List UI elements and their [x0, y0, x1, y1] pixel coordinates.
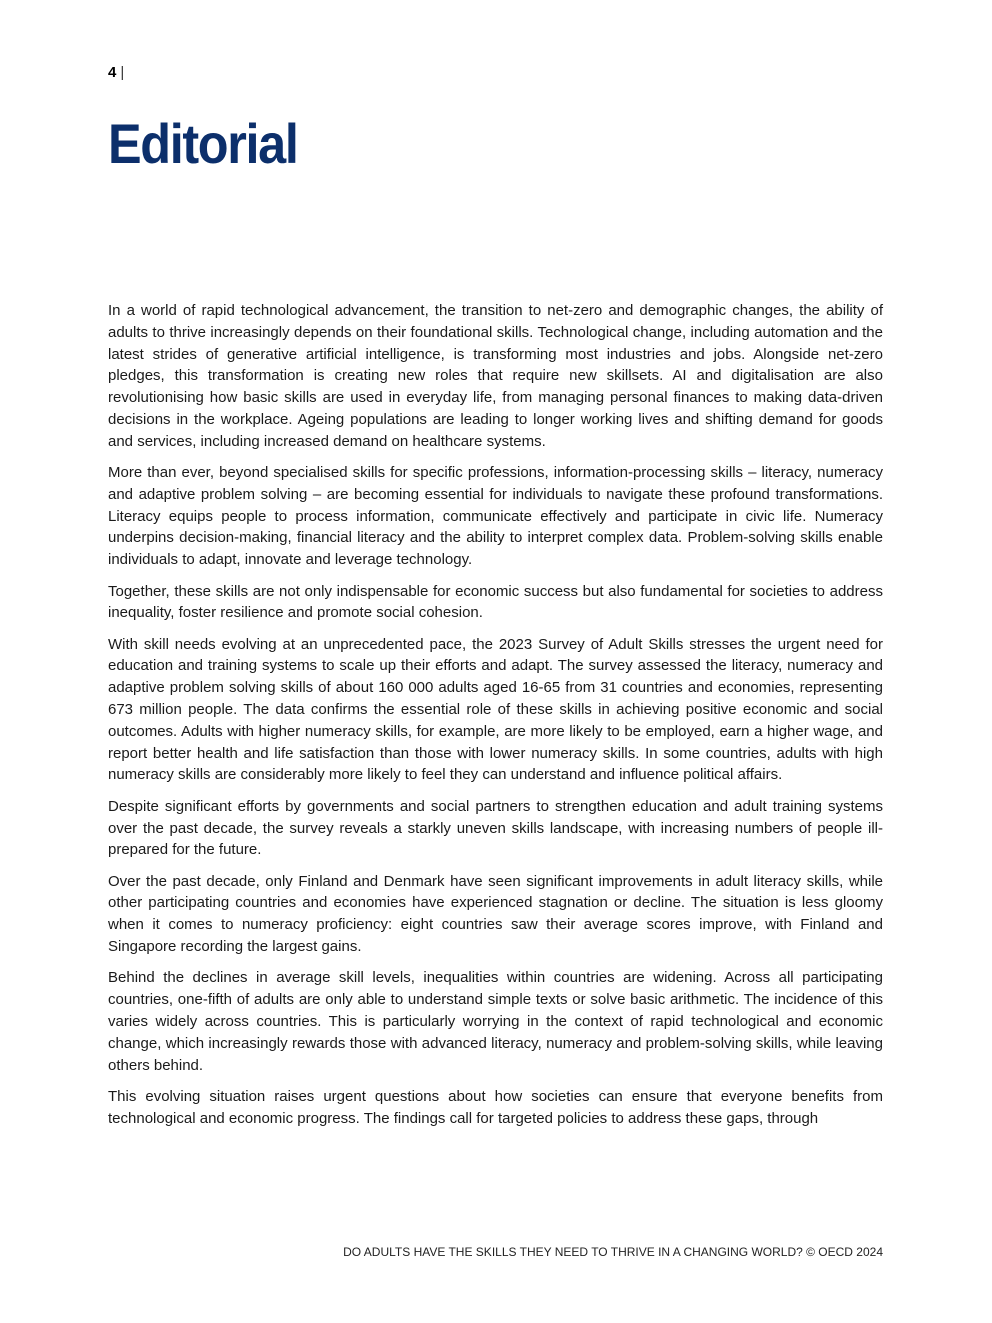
paragraph: In a world of rapid technological advancement, the transition to net-zero and demographic changes, the ability of adults to thrive increasingly depends on their foundational skills. Technological change, including automation and the latest strides of generative artificial intelligence, is transforming most industries and jobs. Alongside net-zero pledges, this transformation is creating new roles that require new skillsets. AI and digitalisation are also revolutionising how basic skills are used in everyday life, from managing personal finances to making data-driven decisions in the workplace. Ageing populations are leading to longer working lives and shifting demand for goods and services, including increased demand on healthcare systems.: [108, 302, 883, 450]
page-number-separator: |: [120, 64, 125, 81]
paragraph: Behind the declines in average skill levels, inequalities within countries are widening. Across all participating countries, one-fifth of adults are only able to understand simple texts or solve basic arithmetic. The incidence of this varies widely across countries. This is particularly worrying in the context of rapid technological and economic change, which increasingly rewards those with advanced literacy, numeracy and problem-solving skills, while leaving others behind.: [108, 969, 883, 1074]
page-number-value: 4: [108, 64, 117, 81]
paragraph: Over the past decade, only Finland and Denmark have seen significant improvements in adult literacy skills, while other participating countries and economies have experienced stagnation or decline. The situation is less gloomy when it comes to numeracy proficiency: eight countries saw their average scores improve, with Finland and Singapore recording the largest gains.: [108, 872, 883, 956]
editorial-body: [108, 300, 883, 1139]
page-title: Editorial: [108, 112, 298, 175]
paragraph: This evolving situation raises urgent questions about how societies can ensure that everyone benefits from technological and economic progress. The findings call for targeted policies to address these gaps, through: [108, 1087, 883, 1127]
paragraph: Together, these skills are not only indispensable for economic success but also fundamental for societies to address inequality, foster resilience and promote social cohesion.: [108, 582, 883, 622]
paragraph: More than ever, beyond specialised skills for specific professions, information-processing skills – literacy, numeracy and adaptive problem solving – are becoming essential for individuals to navigate these profound transformations. Literacy equips people to process information, communicate effectively and participate in civic life. Numeracy underpins decision-making, financial literacy and the ability to interpret complex data. Problem-solving skills enable individuals to adapt, innovate and leverage technology.: [108, 464, 883, 569]
paragraph: With skill needs evolving at an unprecedented pace, the 2023 Survey of Adult Skills stresses the urgent need for education and training systems to scale up their efforts and adapt. The survey assessed the literacy, numeracy and adaptive problem solving skills of about 160 000 adults aged 16-65 from 31 countries and economies, representing 673 million people. The data confirms the essential role of these skills in achieving positive economic and social outcomes. Adults with higher numeracy skills, for example, are more likely to be employed, earn a higher wage, and report better health and life satisfaction than those with lower numeracy skills. In some countries, adults with high numeracy skills are considerably more likely to feel they can understand and influence political affairs.: [108, 635, 883, 784]
page-number: [108, 63, 124, 83]
paragraph: Despite significant efforts by governments and social partners to strengthen education and adult training systems over the past decade, the survey reveals a starkly uneven skills landscape, with increasing numbers of people ill-prepared for the future.: [108, 797, 883, 859]
page-footer: DO ADULTS HAVE THE SKILLS THEY NEED TO THRIVE IN A CHANGING WORLD? © OECD 2024: [343, 1245, 883, 1259]
